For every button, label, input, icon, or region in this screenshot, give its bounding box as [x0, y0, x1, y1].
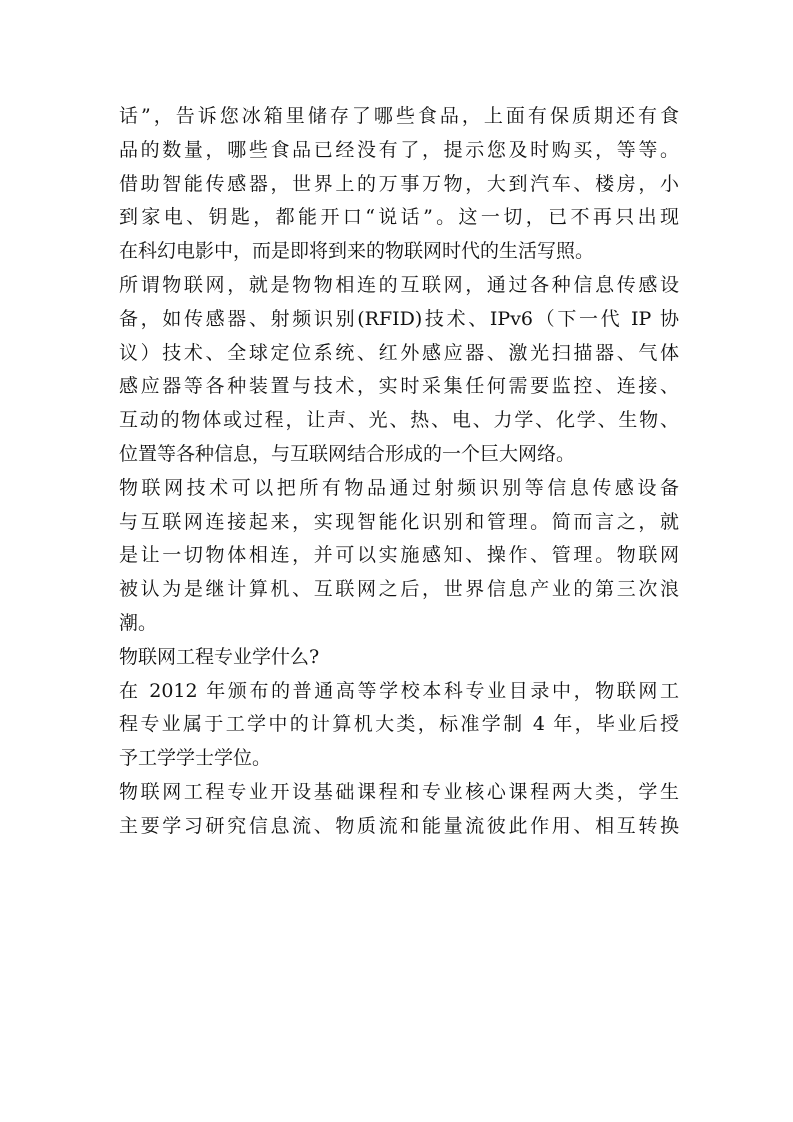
text-line: 潮。 [119, 611, 158, 634]
text-line: 予工学学士学位。 [119, 747, 272, 770]
text-line: 备，如传感器、射频识别(RFID)技术、IPv6（下一代 IP 协 [119, 307, 679, 330]
text-line: 话”，告诉您冰箱里储存了哪些食品，上面有保质期还有食 [119, 105, 679, 127]
paragraph-iot-technology [119, 472, 679, 641]
text-line: 借助智能传感器，世界上的万事万物，大到汽车、楼房，小 [119, 172, 679, 195]
document-page [119, 100, 679, 844]
text-line: 在科幻电影中，而是即将到来的物联网时代的生活写照。 [119, 240, 595, 263]
text-line: 位置等各种信息，与互联网结合形成的一个巨大网络。 [119, 442, 576, 465]
heading-text: 物联网工程专业学什么? [119, 645, 320, 668]
text-line: 是让一切物体相连，并可以实施感知、操作、管理。物联网 [119, 544, 679, 567]
text-line: 物联网工程专业开设基础课程和专业核心课程两大类，学生 [119, 780, 679, 803]
paragraph-fridge-example [119, 100, 679, 269]
text-line: 感应器等各种装置与技术，实时采集任何需要监控、连接、 [119, 375, 679, 398]
paragraph-iot-definition [119, 269, 679, 472]
text-line: 被认为是继计算机、互联网之后，世界信息产业的第三次浪 [119, 578, 679, 601]
text-line: 品的数量，哪些食品已经没有了，提示您及时购买，等等。 [119, 138, 679, 161]
text-line: 物联网技术可以把所有物品通过射频识别等信息传感设备 [119, 476, 679, 499]
text-line: 程专业属于工学中的计算机大类，标准学制 4 年，毕业后授 [119, 713, 679, 736]
section-heading [119, 641, 679, 675]
text-line: 在 2012 年颁布的普通高等学校本科专业目录中，物联网工 [119, 679, 679, 702]
text-line: 所谓物联网，就是物物相连的互联网，通过各种信息传感设 [119, 273, 679, 296]
text-line: 互动的物体或过程，让声、光、热、电、力学、化学、生物、 [119, 409, 679, 432]
text-line: 与互联网连接起来，实现智能化识别和管理。简而言之，就 [119, 510, 679, 533]
text-line: 议）技术、全球定位系统、红外感应器、激光扫描器、气体 [119, 341, 679, 364]
paragraph-courses [119, 776, 679, 844]
text-line: 到家电、钥匙，都能开口“说话”。这一切，已不再只出现 [119, 206, 679, 229]
paragraph-major-catalog [119, 675, 679, 776]
text-line: 主要学习研究信息流、物质流和能量流彼此作用、相互转换 [119, 814, 679, 837]
